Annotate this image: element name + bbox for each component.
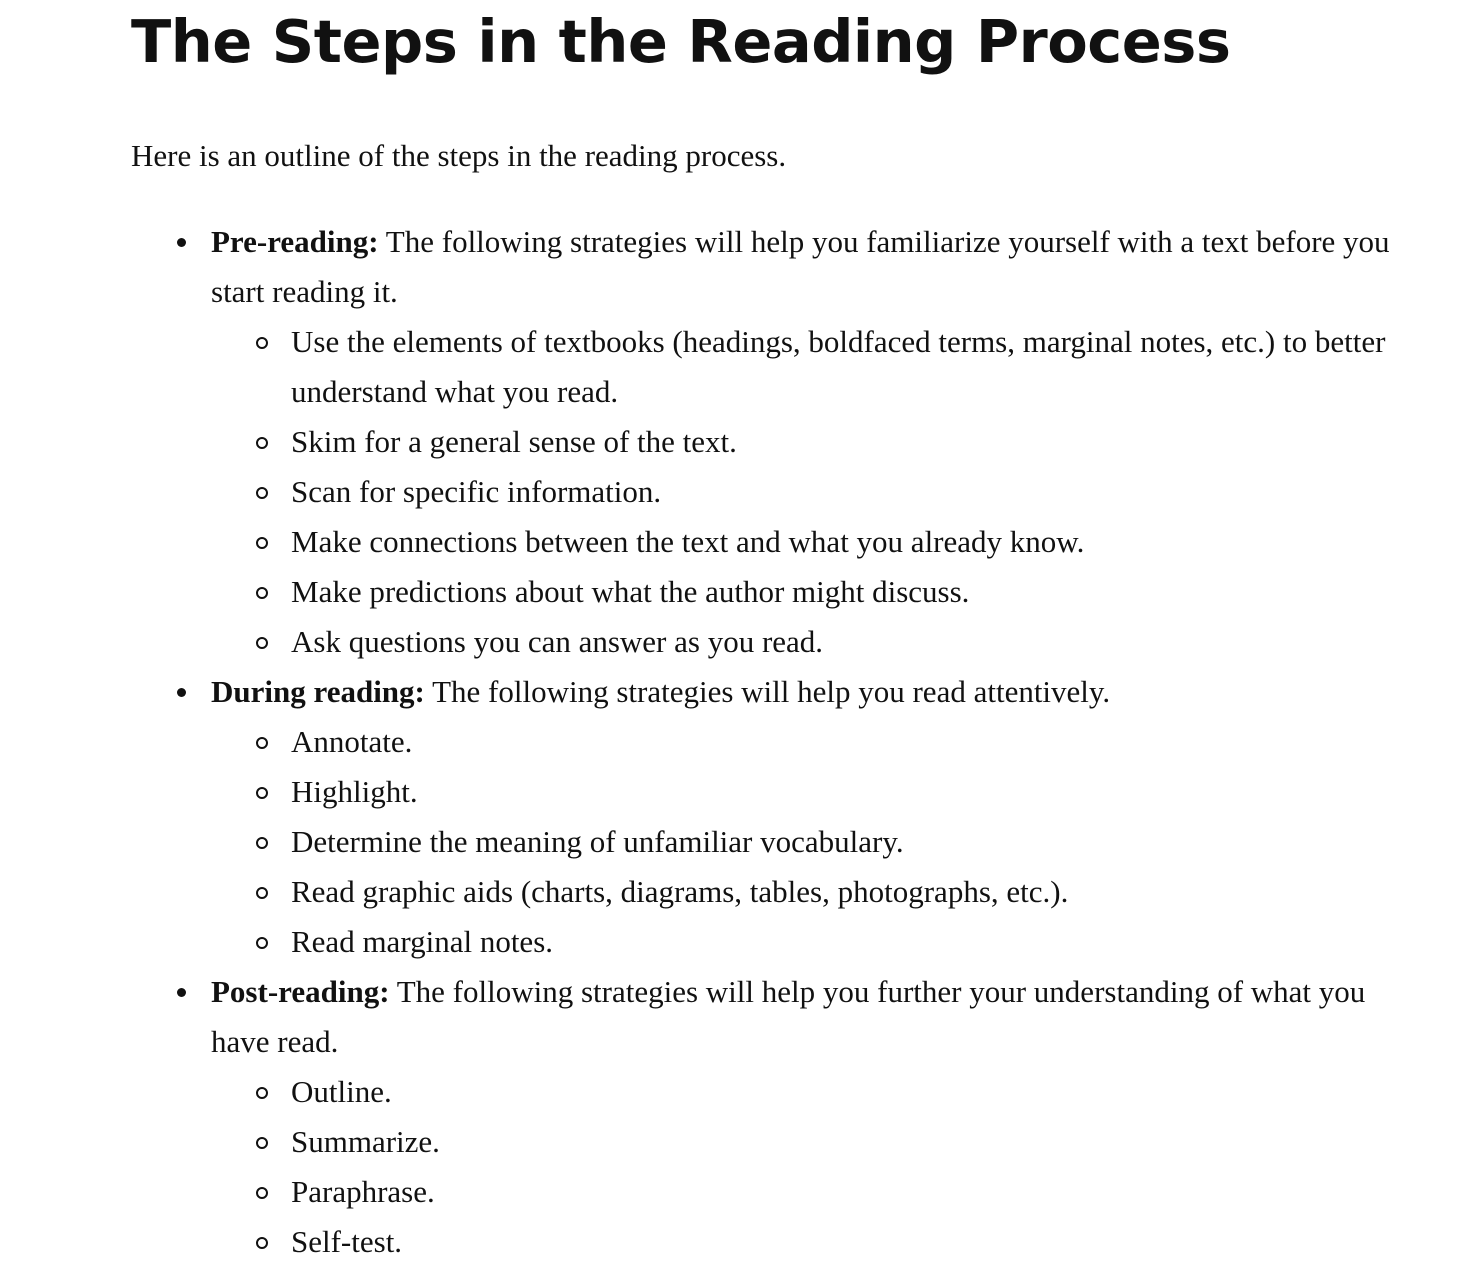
circle-bullet-icon [256,737,268,749]
list-item [211,517,1421,567]
disc-bullet-icon [177,238,186,247]
step-name: Post-reading: [211,974,390,1009]
list-item [211,767,1421,817]
circle-bullet-icon [256,437,268,449]
page-content [131,0,1421,1267]
strategy-list [211,717,1421,967]
strategy-text: Outline. [291,1074,392,1109]
step-name: Pre-reading: [211,224,379,259]
step-name: During reading: [211,674,425,709]
circle-bullet-icon [256,537,268,549]
strategy-text: Ask questions you can answer as you read. [291,624,824,659]
circle-bullet-icon [256,937,268,949]
step-post-reading [131,967,1421,1267]
step-during-reading [131,667,1421,967]
strategy-text: Annotate. [291,724,413,759]
list-item [211,417,1421,467]
list-item [211,717,1421,767]
disc-bullet-icon [177,988,186,997]
circle-bullet-icon [256,1187,268,1199]
strategy-text: Make connections between the text and what you already know. [291,524,1085,559]
circle-bullet-icon [256,337,268,349]
strategy-list [211,1067,1421,1267]
circle-bullet-icon [256,587,268,599]
strategy-text: Paraphrase. [291,1174,435,1209]
step-description: The following strategies will help you read attentively. [432,674,1111,709]
step-description: The following strategies will help you familiarize yourself with a text before you start reading it. [211,224,1390,309]
circle-bullet-icon [256,1087,268,1099]
list-item [211,817,1421,867]
strategy-text: Use the elements of textbooks (headings, boldfaced terms, marginal notes, etc.) to better understand what you read. [291,324,1386,409]
circle-bullet-icon [256,887,268,899]
list-item [211,1217,1421,1267]
strategy-text: Determine the meaning of unfamiliar vocabulary. [291,824,904,859]
circle-bullet-icon [256,837,268,849]
strategy-text: Highlight. [291,774,418,809]
list-item [211,1167,1421,1217]
circle-bullet-icon [256,487,268,499]
list-item [211,1067,1421,1117]
circle-bullet-icon [256,1137,268,1149]
strategy-text: Read marginal notes. [291,924,554,959]
disc-bullet-icon [177,688,186,697]
page-title: The Steps in the Reading Process [131,7,1231,76]
intro-paragraph: Here is an outline of the steps in the reading process. [131,138,787,173]
step-pre-reading [131,217,1421,667]
step-description: The following strategies will help you further your understanding of what you have read. [211,974,1366,1059]
steps-list [131,217,1421,1267]
list-item [211,567,1421,617]
strategy-text: Scan for specific information. [291,474,662,509]
strategy-list [211,317,1421,667]
circle-bullet-icon [256,1237,268,1249]
list-item [211,1117,1421,1167]
strategy-text: Summarize. [291,1124,440,1159]
strategy-text: Read graphic aids (charts, diagrams, tables, photographs, etc.). [291,874,1069,909]
circle-bullet-icon [256,637,268,649]
list-item [211,867,1421,917]
list-item [211,917,1421,967]
circle-bullet-icon [256,787,268,799]
strategy-text: Make predictions about what the author might discuss. [291,574,970,609]
list-item [211,317,1421,417]
strategy-text: Self-test. [291,1224,403,1259]
strategy-text: Skim for a general sense of the text. [291,424,737,459]
list-item [211,617,1421,667]
list-item [211,467,1421,517]
